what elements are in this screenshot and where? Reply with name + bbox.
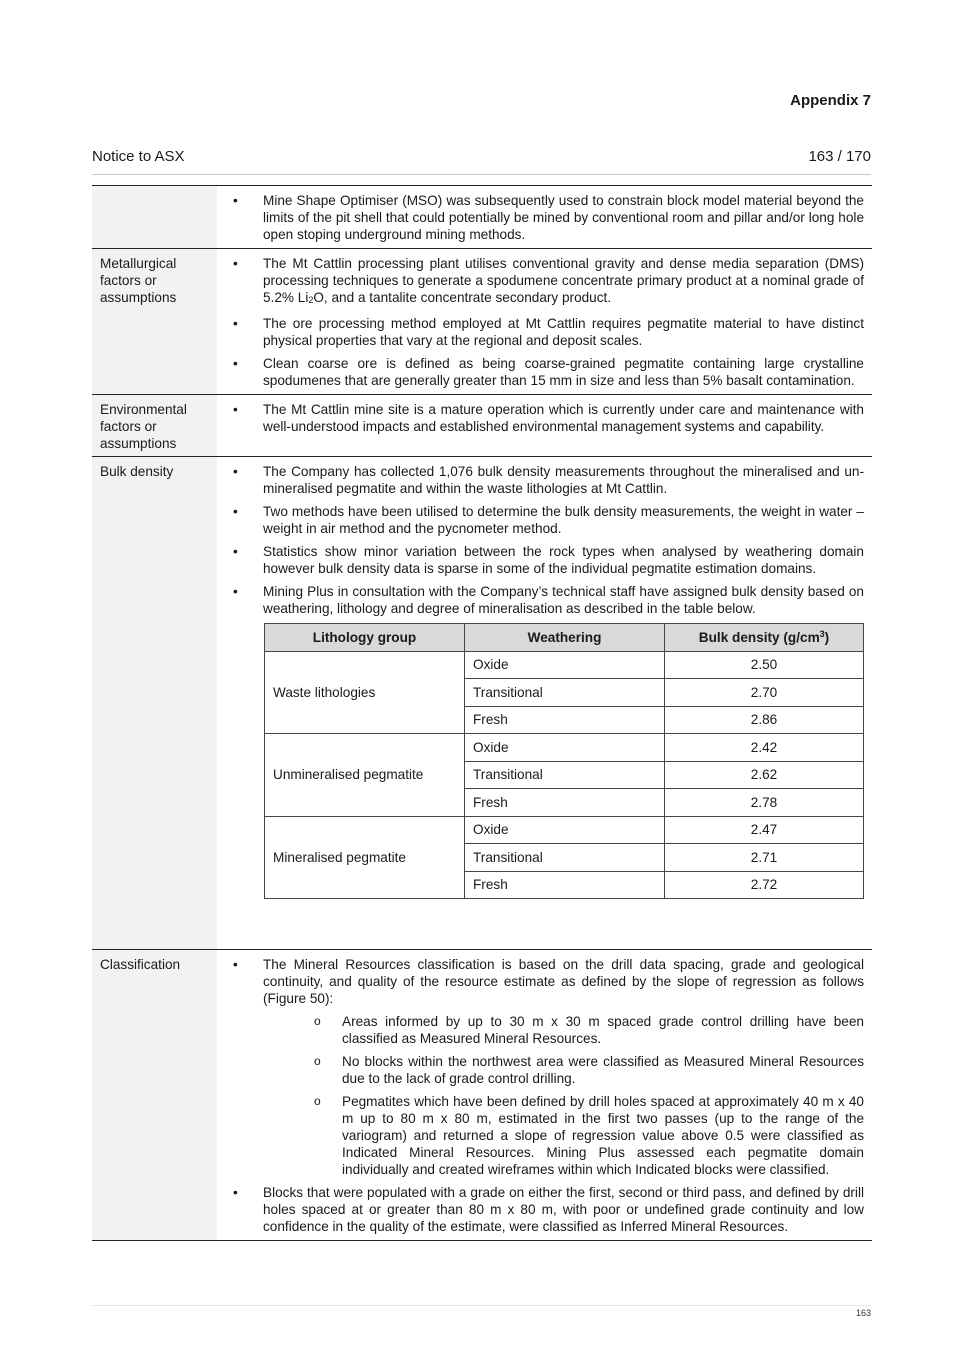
lithology-cell: Waste lithologies — [265, 651, 465, 734]
density-cell: 2.62 — [665, 761, 864, 789]
density-cell: 2.71 — [665, 844, 864, 872]
header-left: Notice to ASX — [92, 148, 185, 165]
weathering-cell: Transitional — [465, 679, 665, 707]
weathering-cell: Oxide — [465, 734, 665, 762]
row-label: Bulk density — [92, 457, 217, 950]
row-label: Metallurgical factors or assumptions — [92, 249, 217, 395]
row-metallurgical — [92, 249, 872, 395]
row-label: Classification — [92, 950, 217, 1241]
sub-bullet: o Areas informed by up to 30 m x 30 m spaced grade control drilling have been classified as Measured Mineral Resources. — [263, 1013, 864, 1047]
table-row — [265, 734, 864, 762]
header-divider — [92, 174, 871, 175]
weathering-cell: Oxide — [465, 651, 665, 679]
bullet: • The Mineral Resources classification is based on the drill data spacing, grade and geological continuity, and quality of the resource estimate as defined by the slope of regression as follows (Figure 50): o Areas informed by up to 30 m x 30 m spaced grade control drilling have been classified as Measured Mineral Resources. o No blocks within the northwest area were classified as Measured Mineral Resources due to the lack of grade control drilling. o Pegmatites which have been defined by drill holes spaced at approximately 40 m x 40 m up to 80 m x 80 m, estimated in the first two passes (up to the range of the variogram) and returned a slope of regression value above 0.5 were classified as Indicated Mineral Resources. Mining Plus assessed each pegmatite domain individually and created wireframes within which Indicated blocks were classified. — [217, 956, 864, 1178]
bullet: • Clean coarse ore is defined as being coarse-grained pegmatite containing large crystalline spodumenes that are generally greater than 15 mm in size and less than 5% basalt contamination. — [217, 355, 864, 389]
bullet: • The ore processing method employed at Mt Cattlin requires pegmatite material to have distinct physical properties that vary at the regional and deposit scales. — [217, 315, 864, 349]
row-bulk-density — [92, 457, 872, 950]
bullet: • Mining Plus in consultation with the Company’s technical staff have assigned bulk density based on weathering, lithology and degree of mineralisation as described in the table below. — [217, 583, 864, 617]
weathering-cell: Oxide — [465, 816, 665, 844]
weathering-cell: Fresh — [465, 871, 665, 899]
row-label — [92, 186, 217, 249]
row-label: Environmental factors or assumptions — [92, 395, 217, 457]
row-classification — [92, 950, 872, 1241]
weathering-cell: Transitional — [465, 844, 665, 872]
weathering-cell: Fresh — [465, 789, 665, 817]
jorc-table — [92, 185, 872, 1241]
weathering-cell: Transitional — [465, 761, 665, 789]
bullet: • Two methods have been utilised to determine the bulk density measurements, the weight in water – weight in air method and the pycnometer method. — [217, 503, 864, 537]
density-cell: 2.47 — [665, 816, 864, 844]
density-cell: 2.42 — [665, 734, 864, 762]
col-header-weathering: Weathering — [465, 624, 665, 652]
page-number: 163 — [855, 1308, 871, 1318]
table-row — [265, 816, 864, 844]
table-row — [265, 651, 864, 679]
lithology-cell: Unmineralised pegmatite — [265, 734, 465, 817]
bullet: • Mine Shape Optimiser (MSO) was subsequently used to constrain block model material beyond the limits of the pit shell that could potentially be mined by conventional room and pillar and/or long hole open stoping underground mining methods. — [217, 192, 864, 243]
col-header-lithology: Lithology group — [265, 624, 465, 652]
bulk-density-table — [264, 623, 864, 899]
density-cell: 2.70 — [665, 679, 864, 707]
bullet: • Blocks that were populated with a grade on either the first, second or third pass, and defined by drill holes spaced at or greater than 80 m x 80 m, with poor or undefined grade continuity and low confidence in the quality of the estimate, were classified as Inferred Mineral Resources. — [217, 1184, 864, 1235]
header-page-count: 163 / 170 — [808, 148, 871, 165]
row-environmental — [92, 395, 872, 457]
row-mso — [92, 186, 872, 249]
footer-divider — [92, 1305, 871, 1306]
appendix-title: Appendix 7 — [790, 92, 871, 109]
bullet: • Statistics show minor variation between the rock types when analysed by weathering domain however bulk density data is sparse in some of the individual pegmatite estimation domains. — [217, 543, 864, 577]
bullet: • The Mt Cattlin processing plant utilises conventional gravity and dense media separation (DMS) processing techniques to generate a spodumene concentrate primary product at a nominal grade of 5.2% $Li_2O$, and a tantalite concentrate secondary product. — [217, 255, 864, 309]
bullet: • The Mt Cattlin mine site is a mature operation which is currently under care and maintenance with well-understood impacts and established environmental management systems and capability. — [217, 401, 864, 435]
bullet: • The Company has collected 1,076 bulk density measurements throughout the mineralised and un-mineralised pegmatite and within the waste lithologies at Mt Cattlin. — [217, 463, 864, 497]
density-cell: 2.86 — [665, 706, 864, 734]
page-header — [92, 148, 871, 165]
density-cell: 2.72 — [665, 871, 864, 899]
density-cell: 2.78 — [665, 789, 864, 817]
sub-bullet: o No blocks within the northwest area were classified as Measured Mineral Resources due to the lack of grade control drilling. — [263, 1053, 864, 1087]
col-header-density: Bulk density $(g/cm^3)$ — [665, 624, 864, 652]
density-cell: 2.50 — [665, 651, 864, 679]
lithology-cell: Mineralised pegmatite — [265, 816, 465, 899]
weathering-cell: Fresh — [465, 706, 665, 734]
sub-bullet: o Pegmatites which have been defined by drill holes spaced at approximately 40 m x 40 m up to 80 m x 80 m, estimated in the first two passes (up to the range of the variogram) and returned a slope of regression value above 0.5 were classified as Indicated Mineral Resources. Mining Plus assessed each pegmatite domain individually and created wireframes within which Indicated blocks were classified. — [263, 1093, 864, 1178]
